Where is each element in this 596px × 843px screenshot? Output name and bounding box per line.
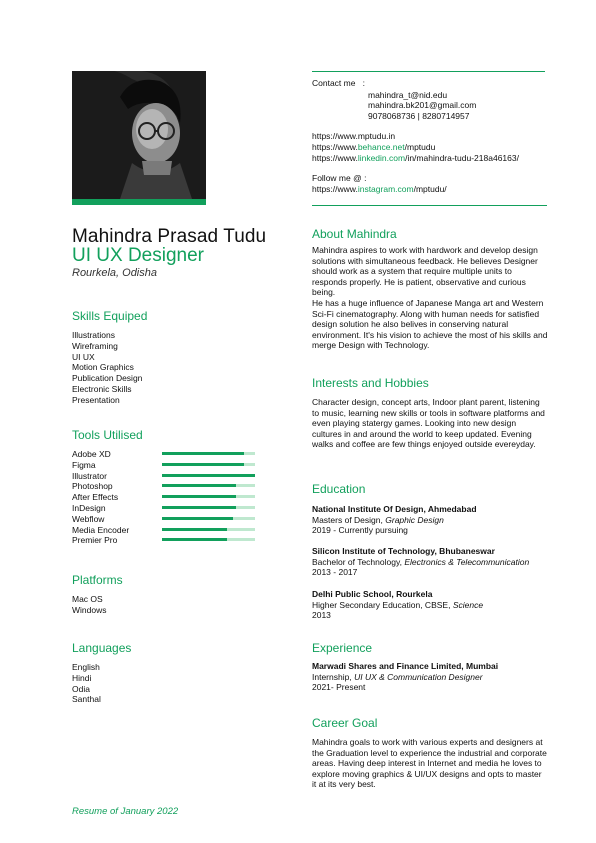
skills-list [72,330,142,406]
list-item: UI UX [72,351,95,362]
about-paragraph: Mahindra aspires to work with hardwork and develop design solutions with simultaneous feedback. He believes Designer should work as a system that require multiple units to responds properly. He is patient, observative and curious being. [312,245,538,298]
list-item: Odia [72,683,90,694]
tool-level-fill [162,528,227,531]
linkedin-link[interactable] [312,153,519,164]
instagram-link[interactable] [312,184,519,195]
experience-heading: Experience [312,641,373,655]
job-title: UI UX Designer [72,245,204,266]
school-name: Silicon Institute of Technology, Bhubaneswar [312,546,495,556]
platforms-list [72,594,106,616]
contact-colon: : [362,78,365,88]
spacer [312,121,519,131]
link-prefix: https://www. [312,152,358,163]
education-entry [312,546,552,578]
list-item: Hindi [72,672,92,683]
contact-block [312,78,519,194]
degree-line [312,557,552,568]
full-name: Mahindra Prasad Tudu [72,226,267,247]
tools-heading: Tools Utilised [72,428,143,442]
website-link[interactable]: https://www.mptudu.in [312,131,396,142]
tool-level-fill [162,474,255,477]
employment-type: Internship, [312,671,352,682]
tool-level-bar [162,484,255,487]
list-item: Windows [72,604,107,615]
position-line [312,672,552,683]
tool-level-bar [162,538,255,541]
tool-row [72,449,258,460]
field: Science [452,599,484,610]
degree: Higher Secondary Education, CBSE, [312,599,451,610]
career-heading: Career Goal [312,716,378,730]
link-path: /in/mahindra-tudu-218a46163/ [405,152,519,163]
interests-heading: Interests and Hobbies [312,376,429,390]
tool-level-fill [162,506,236,509]
tool-level-fill [162,495,236,498]
follow-label: Follow me @ : [312,173,367,184]
tool-level-bar [162,506,255,509]
link-path: /mptudu [404,141,436,152]
tool-name: Adobe XD [72,449,111,459]
contact-divider [312,205,547,206]
tool-level-bar [162,528,255,531]
tool-level-fill [162,517,233,520]
years: 2021- Present [312,682,366,693]
list-item: Santhal [72,694,101,705]
tool-level-bar [162,463,255,466]
tool-level-fill [162,463,244,466]
tool-row [72,503,258,514]
platforms-heading: Platforms [72,573,123,587]
years: 2019 - Currently pursuing [312,525,408,536]
tool-level-fill [162,538,227,541]
interests-text: Character design, concept arts, Indoor plant parent, listening to music, learning new skills or tools in software platforms and even playing statergy games. Looking into new design cultures in and around the world to keep updated. Evening walks and coffee are few things enjoyed outside evereyday. [312,397,545,450]
portrait-image [72,71,206,199]
link-prefix: https://www. [312,141,358,152]
tool-level-fill [162,484,236,487]
tool-name: Figma [72,459,96,470]
link-domain: instagram.com [357,183,414,194]
tool-row [72,525,258,536]
footer-note: Resume of January 2022 [72,806,179,817]
list-item: Mac OS [72,594,103,604]
degree: Masters of Design, [312,514,383,525]
list-item: Illustrations [72,330,115,340]
company-name: Marwadi Shares and Finance Limited, Mumbai [312,661,499,671]
phone-numbers: 9078068736 | 8280714957 [368,110,470,121]
spacer [312,163,519,173]
tool-row [72,535,258,546]
about-heading: About Mahindra [312,227,397,241]
school-name: National Institute Of Design, Ahmedabad [312,504,477,514]
list-item: Motion Graphics [72,362,134,373]
field: Graphic Design [385,514,444,525]
tool-name: Media Encoder [72,524,130,535]
education-entry [312,589,552,621]
degree-line [312,600,552,611]
years: 2013 - 2017 [312,567,358,578]
education-entry [312,504,552,536]
email-link[interactable]: mahindra_t@nid.edu [368,89,448,100]
list-item: Presentation [72,394,120,405]
link-domain: linkedin.com [357,152,406,163]
degree-line [312,515,552,526]
tool-name: Illustrator [72,470,107,481]
tool-name: Premier Pro [72,535,118,546]
contact-label-row [312,78,519,89]
position: UI UX & Communication Designer [354,671,483,682]
years: 2013 [312,610,331,621]
tool-level-bar [162,452,255,455]
link-domain: behance.net [357,141,405,152]
photo-accent-bar [72,199,206,205]
education-heading: Education [312,482,366,496]
contact-label: Contact me [312,78,356,88]
list-item: Publication Design [72,373,143,384]
tool-level-bar [162,474,255,477]
tool-row [72,460,258,471]
tool-row [72,481,258,492]
tool-name: Photoshop [72,481,113,492]
tool-level-bar [162,495,255,498]
field: Electronics & Telecommunication [404,556,530,567]
email-link[interactable]: mahindra.bk201@gmail.com [368,100,477,111]
behance-link[interactable] [312,142,519,153]
tool-level-fill [162,452,244,455]
tool-name: InDesign [72,502,106,513]
languages-list [72,662,101,705]
link-prefix: https://www. [312,183,358,194]
career-text: Mahindra goals to work with various experts and designers at the Graduation level to experience the industrial and corporate areas. Having deep interest in Internet and media he loves to explore moving graphics & UI/UX designs and opts to master it at its very best. [312,737,547,790]
link-path: /mptudu/ [413,183,447,194]
top-divider [312,71,545,72]
about-paragraph: He has a huge influence of Japanese Manga art and Western Sci-Fi cinematography. Along with human needs for satisfied design solution he also belives in conserving natural environment. It's his vision to achieve the most of his skills and merge Design with Technology. [312,297,548,351]
tool-row [72,492,258,503]
location: Rourkela, Odisha [72,267,157,279]
languages-heading: Languages [72,641,132,655]
list-item: Wireframing [72,340,118,351]
skills-heading: Skills Equiped [72,309,148,323]
degree: Bachelor of Technology, [312,556,402,567]
list-item: English [72,662,100,672]
list-item: Electronic Skills [72,383,132,394]
tool-row [72,514,258,525]
tool-name: Webflow [72,513,105,524]
profile-photo [72,71,206,199]
tool-name: After Effects [72,492,119,503]
tool-row [72,471,258,482]
about-text [312,245,548,351]
tool-level-bar [162,517,255,520]
school-name: Delhi Public School, Rourkela [312,589,433,599]
tools-list [72,449,258,546]
experience-entry [312,661,552,693]
